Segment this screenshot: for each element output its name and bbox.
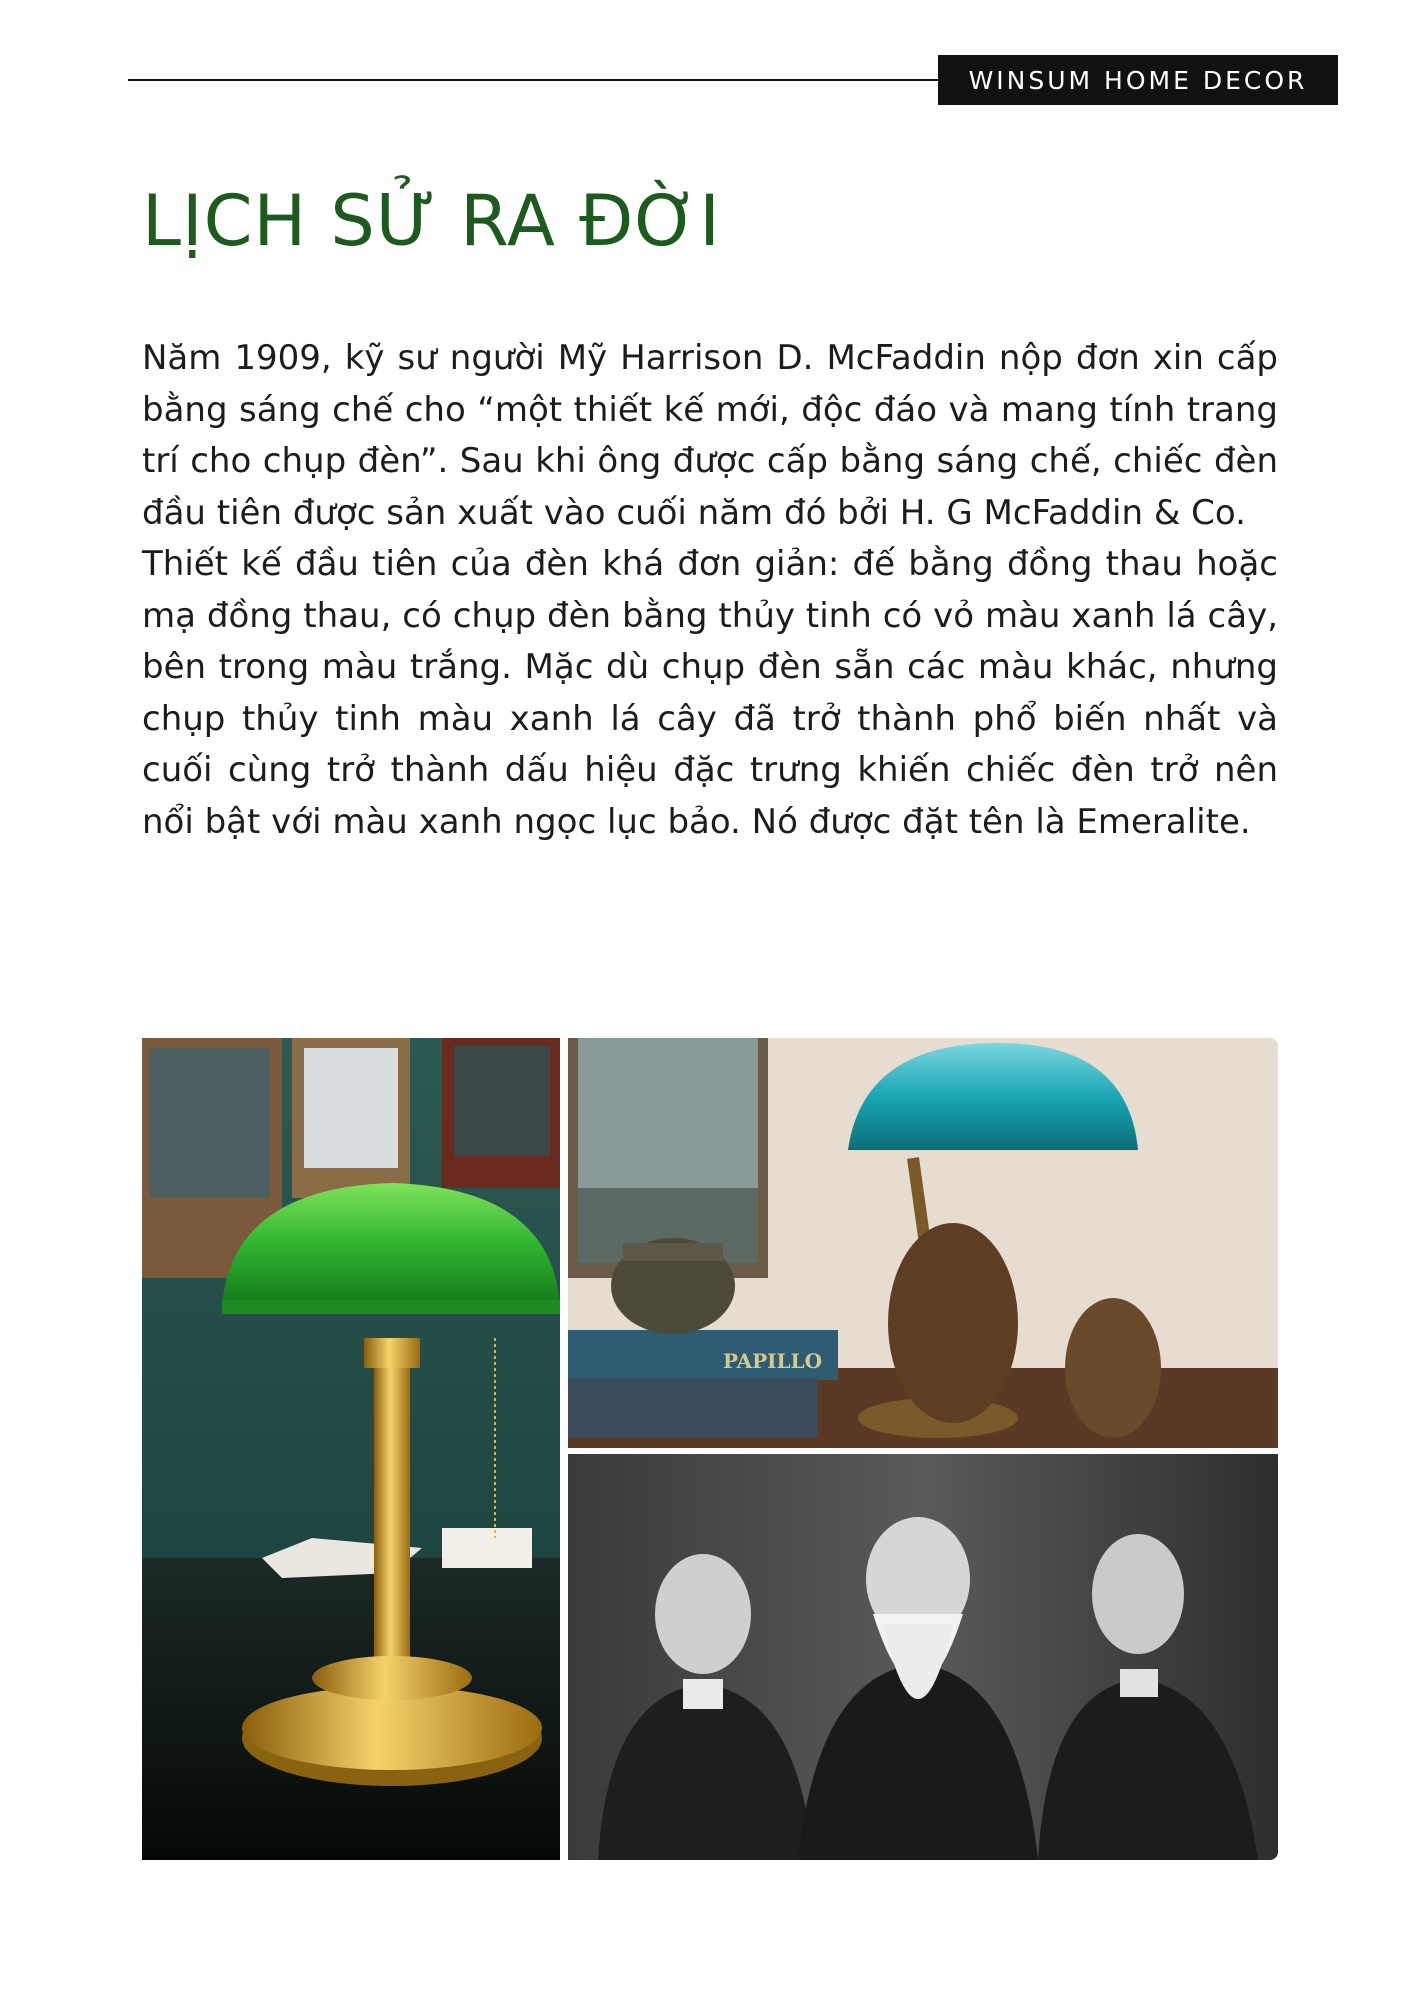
green-lamp-photo bbox=[142, 1038, 560, 1860]
historic-portrait-photo bbox=[568, 1454, 1278, 1860]
photo-collage bbox=[142, 1038, 1278, 1860]
paragraph-design: Thiết kế đầu tiên của đèn khá đơn giản: đế bằng đồng thau hoặc mạ đồng thau, có chụp đèn bằng thủy tinh có vỏ màu xanh lá cây, bên trong màu trắng. Mặc dù chụp đèn sẵn các màu khác, nhưng chụp thủy tinh màu xanh lá cây đã trở thành phổ biến nhất và cuối cùng trở thành dấu hiệu đặc trưng khiến chiếc đèn trở nên nổi bật với màu xanh ngọc lục bảo. Nó được đặt tên là Emeralite. bbox=[142, 544, 1278, 842]
page-title: LỊCH SỬ RA ĐỜI bbox=[142, 180, 721, 262]
paragraph-history: Năm 1909, kỹ sư người Mỹ Harrison D. McFaddin nộp đơn xin cấp bằng sáng chế cho “một thiết kế mới, độc đáo và mang tính trang trí cho chụp đèn”. Sau khi ông được cấp bằng sáng chế, chiếc đèn đầu tiên được sản xuất vào cuối năm đó bởi H. G McFaddin & Co. bbox=[142, 338, 1278, 533]
body-text bbox=[142, 333, 1278, 848]
brand-badge: WINSUM HOME DECOR bbox=[938, 55, 1338, 105]
book-spine-label: PAPILLO bbox=[723, 1349, 823, 1373]
teal-lamp-photo bbox=[568, 1038, 1278, 1448]
header-rule bbox=[128, 79, 938, 81]
